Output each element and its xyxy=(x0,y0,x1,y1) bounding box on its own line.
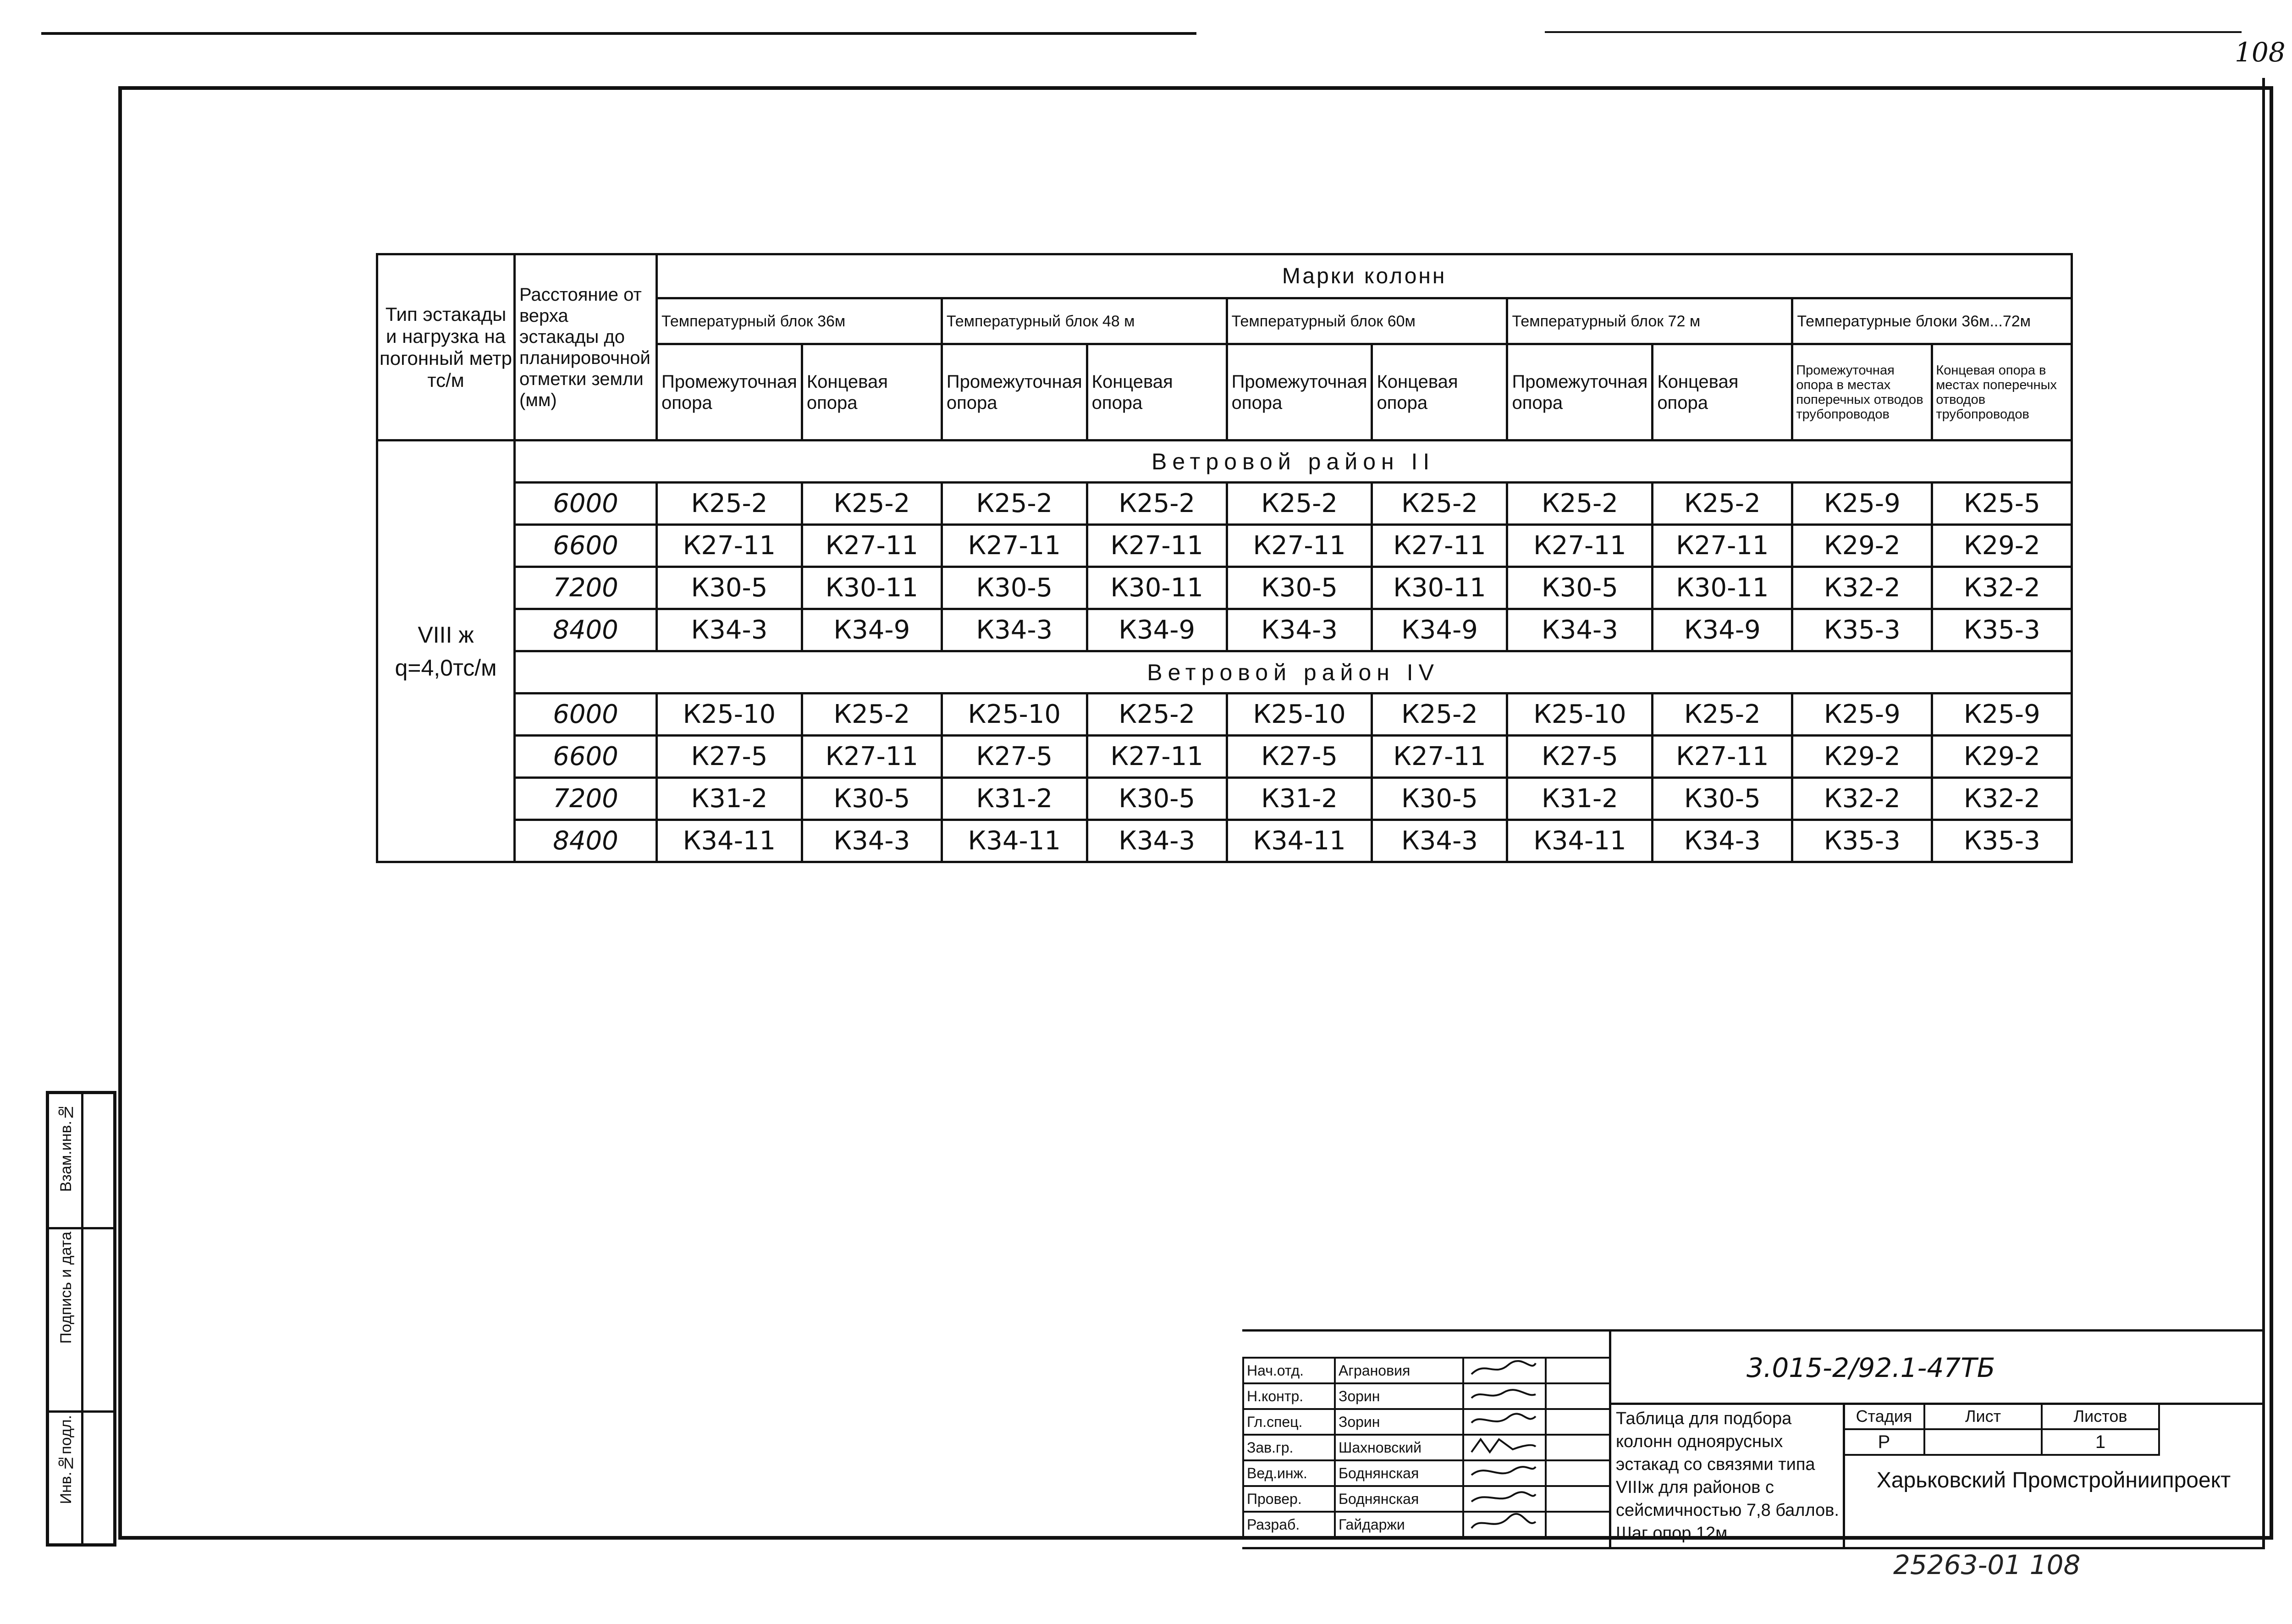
signature-cell xyxy=(1463,1435,1546,1460)
mark-cell: К34-9 xyxy=(1372,609,1507,651)
mark-cell: К34-11 xyxy=(1227,820,1372,862)
document-description: Таблица для подбора колонн одноярусных эстакад со связями типа VIIIж для районов с сейсмичностью 7,8 баллов. Шаг опор 12м. xyxy=(1616,1409,1839,1543)
mark-cell: К35-3 xyxy=(1932,820,2072,862)
header-block-36-72: Температурные блоки 36м...72м xyxy=(1792,298,2072,344)
mark-cell: К29-2 xyxy=(1932,525,2072,567)
header-support-end: Концевая опора xyxy=(1372,344,1507,440)
mark-cell: К34-11 xyxy=(942,820,1087,862)
header-support-end-branch: Концевая опора в местах поперечных отводов трубопроводов xyxy=(1932,344,2072,440)
mark-cell: К34-3 xyxy=(657,609,802,651)
header-block-60: Температурный блок 60м xyxy=(1227,298,1507,344)
mark-cell: К25-9 xyxy=(1792,483,1932,525)
side-stamp-divider xyxy=(49,1410,113,1413)
replacement-inventory-label: Взам.инв.№ xyxy=(57,1103,75,1192)
mark-cell: К31-2 xyxy=(942,778,1087,820)
archive-number: 25263-01 108 xyxy=(1893,1549,2081,1580)
mark-cell: К30-5 xyxy=(1507,567,1653,609)
title-block xyxy=(1242,1329,2264,1549)
name-cell: Зорин xyxy=(1335,1409,1463,1435)
mark-cell: К34-9 xyxy=(802,609,942,651)
mark-cell: К34-3 xyxy=(1227,609,1372,651)
distance-cell: 6000 xyxy=(515,694,657,736)
sheet-number: 108 xyxy=(2235,37,2286,68)
signature-mark xyxy=(1467,1410,1540,1430)
mark-cell: К27-5 xyxy=(657,736,802,778)
mark-cell: К35-3 xyxy=(1932,609,2072,651)
mark-cell: К30-11 xyxy=(1087,567,1227,609)
top-edge-line xyxy=(41,32,1196,35)
title-block-bottom-line xyxy=(1242,1547,2264,1549)
mark-cell: К27-5 xyxy=(1227,736,1372,778)
header-support-intermediate: Промежуточная опора xyxy=(1507,344,1653,440)
mark-cell: К34-9 xyxy=(1087,609,1227,651)
wind-region-title: Ветровой район IV xyxy=(515,651,2072,694)
mark-cell: К25-2 xyxy=(1372,483,1507,525)
mark-cell: К34-11 xyxy=(1507,820,1653,862)
mark-cell: К25-10 xyxy=(1227,694,1372,736)
mark-cell: К35-3 xyxy=(1792,609,1932,651)
mark-cell: К30-5 xyxy=(657,567,802,609)
signature-mark xyxy=(1467,1487,1540,1507)
mark-cell: К25-2 xyxy=(1087,483,1227,525)
signature-mark xyxy=(1467,1359,1540,1379)
mark-cell: К25-2 xyxy=(942,483,1087,525)
mark-cell: К25-2 xyxy=(802,483,942,525)
mark-cell: К25-10 xyxy=(657,694,802,736)
load-label: q=4,0тс/м xyxy=(395,655,497,681)
distance-cell: 8400 xyxy=(515,820,657,862)
signature-mark xyxy=(1467,1461,1540,1481)
mark-cell: К29-2 xyxy=(1792,525,1932,567)
date-cell xyxy=(1546,1460,1610,1486)
mark-cell: К25-10 xyxy=(1507,694,1653,736)
signature-table xyxy=(1242,1357,1611,1538)
top-edge-line-right xyxy=(1545,31,2242,33)
mark-cell: К27-11 xyxy=(1653,736,1792,778)
header-estacade-type: Тип эстакады и нагрузка на погонный метр тс/м xyxy=(377,254,515,440)
mark-cell: К30-5 xyxy=(1087,778,1227,820)
mark-cell: К34-3 xyxy=(802,820,942,862)
right-border-line xyxy=(2262,78,2265,1549)
side-stamp-divider xyxy=(49,1227,113,1229)
mark-cell: К25-2 xyxy=(1653,483,1792,525)
document-code: 3.015-2/92.1-47ТБ xyxy=(1747,1352,1995,1383)
date-cell xyxy=(1546,1512,1610,1537)
mark-cell: К27-11 xyxy=(1653,525,1792,567)
mark-cell: К34-3 xyxy=(942,609,1087,651)
distance-cell: 7200 xyxy=(515,778,657,820)
signature-mark xyxy=(1467,1436,1540,1456)
mark-cell: К30-11 xyxy=(1653,567,1792,609)
role-cell: Вед.инж. xyxy=(1243,1460,1335,1486)
date-cell xyxy=(1546,1435,1610,1460)
date-cell xyxy=(1546,1358,1610,1383)
name-cell: Боднянская xyxy=(1335,1460,1463,1486)
mark-cell: К30-5 xyxy=(942,567,1087,609)
mark-cell: К34-9 xyxy=(1653,609,1792,651)
mark-cell: К25-5 xyxy=(1932,483,2072,525)
role-cell: Нач.отд. xyxy=(1243,1358,1335,1383)
mark-cell: К27-11 xyxy=(802,525,942,567)
header-support-intermediate-branch: Промежуточная опора в местах поперечных отводов трубопроводов xyxy=(1792,344,1932,440)
header-support-end: Концевая опора xyxy=(1087,344,1227,440)
mark-cell: К27-11 xyxy=(1372,525,1507,567)
mark-cell: К25-9 xyxy=(1792,694,1932,736)
role-cell: Провер. xyxy=(1243,1486,1335,1512)
title-block-divider xyxy=(1609,1329,1611,1549)
mark-cell: К30-5 xyxy=(1653,778,1792,820)
mark-cell: К29-2 xyxy=(1792,736,1932,778)
estacade-type-cell xyxy=(377,440,515,862)
signature-mark xyxy=(1467,1384,1540,1404)
mark-cell: К25-2 xyxy=(1227,483,1372,525)
signature-cell xyxy=(1463,1486,1546,1512)
mark-cell: К27-5 xyxy=(1507,736,1653,778)
mark-cell: К27-5 xyxy=(942,736,1087,778)
header-support-intermediate: Промежуточная опора xyxy=(1227,344,1372,440)
mark-cell: К25-2 xyxy=(1507,483,1653,525)
header-block-36: Температурный блок 36м xyxy=(657,298,942,344)
mark-cell: К30-11 xyxy=(802,567,942,609)
mark-cell: К25-10 xyxy=(942,694,1087,736)
mark-cell: К27-11 xyxy=(1087,736,1227,778)
mark-cell: К30-11 xyxy=(1372,567,1507,609)
signature-mark xyxy=(1467,1513,1540,1533)
inventory-number-label: Инв.№подл. xyxy=(57,1415,75,1504)
mark-cell: К34-3 xyxy=(1653,820,1792,862)
mark-cell: К25-2 xyxy=(802,694,942,736)
name-cell: Зорин xyxy=(1335,1383,1463,1409)
header-column-marks: Марки колонн xyxy=(657,254,2072,298)
mark-cell: К27-11 xyxy=(942,525,1087,567)
name-cell: Гайдаржи xyxy=(1335,1512,1463,1537)
mark-cell: К34-11 xyxy=(657,820,802,862)
mark-cell: К25-9 xyxy=(1932,694,2072,736)
sheet-value xyxy=(1924,1429,2042,1455)
header-block-48: Температурный блок 48 м xyxy=(942,298,1227,344)
column-marks-table xyxy=(376,253,2073,863)
role-cell: Разраб. xyxy=(1243,1512,1335,1537)
header-support-end: Концевая опора xyxy=(802,344,942,440)
distance-cell: 6600 xyxy=(515,525,657,567)
distance-cell: 7200 xyxy=(515,567,657,609)
mark-cell: К32-2 xyxy=(1792,778,1932,820)
sheet-label: Лист xyxy=(1924,1404,2042,1429)
side-stamp-divider xyxy=(81,1094,83,1543)
distance-cell: 6600 xyxy=(515,736,657,778)
mark-cell: К35-3 xyxy=(1792,820,1932,862)
mark-cell: К31-2 xyxy=(1507,778,1653,820)
mark-cell: К32-2 xyxy=(1792,567,1932,609)
wind-region-title: Ветровой район II xyxy=(515,440,2072,483)
stage-label: Стадия xyxy=(1844,1404,1924,1429)
mark-cell: К25-2 xyxy=(1653,694,1792,736)
mark-cell: К27-11 xyxy=(802,736,942,778)
signature-cell xyxy=(1463,1409,1546,1435)
header-support-intermediate: Промежуточная опора xyxy=(657,344,802,440)
role-cell: Зав.гр. xyxy=(1243,1435,1335,1460)
mark-cell: К32-2 xyxy=(1932,778,2072,820)
type-label: VIII ж xyxy=(418,622,474,648)
signature-cell xyxy=(1463,1383,1546,1409)
mark-cell: К31-2 xyxy=(1227,778,1372,820)
sheets-value: 1 xyxy=(2042,1429,2159,1455)
mark-cell: К27-11 xyxy=(1087,525,1227,567)
name-cell: Аграновия xyxy=(1335,1358,1463,1383)
mark-cell: К27-11 xyxy=(1372,736,1507,778)
distance-cell: 8400 xyxy=(515,609,657,651)
mark-cell: К30-5 xyxy=(1372,778,1507,820)
date-cell xyxy=(1546,1409,1610,1435)
mark-cell: К30-5 xyxy=(802,778,942,820)
mark-cell: К25-2 xyxy=(1372,694,1507,736)
signature-cell xyxy=(1463,1460,1546,1486)
mark-cell: К30-5 xyxy=(1227,567,1372,609)
signature-date-label: Подпись и дата xyxy=(57,1232,75,1344)
name-cell: Шахновский xyxy=(1335,1435,1463,1460)
role-cell: Гл.спец. xyxy=(1243,1409,1335,1435)
mark-cell: К32-2 xyxy=(1932,567,2072,609)
stage-table xyxy=(1843,1403,2160,1456)
title-block-top-line xyxy=(1242,1329,2264,1332)
signature-cell xyxy=(1463,1512,1546,1537)
mark-cell: К34-3 xyxy=(1087,820,1227,862)
mark-cell: К34-3 xyxy=(1507,609,1653,651)
signature-cell xyxy=(1463,1358,1546,1383)
mark-cell: К25-2 xyxy=(657,483,802,525)
header-block-72: Температурный блок 72 м xyxy=(1507,298,1792,344)
mark-cell: К29-2 xyxy=(1932,736,2072,778)
name-cell: Боднянская xyxy=(1335,1486,1463,1512)
stage-value: Р xyxy=(1844,1429,1924,1455)
date-cell xyxy=(1546,1383,1610,1409)
header-distance: Расстояние от верха эстакады до планировочной отметки земли (мм) xyxy=(515,254,657,440)
header-support-intermediate: Промежуточная опора xyxy=(942,344,1087,440)
mark-cell: К27-11 xyxy=(1227,525,1372,567)
mark-cell: К27-11 xyxy=(657,525,802,567)
side-stamp xyxy=(46,1091,116,1547)
organization-name: Харьковский Промстройниипроект xyxy=(1876,1468,2231,1492)
header-support-end: Концевая опора xyxy=(1653,344,1792,440)
date-cell xyxy=(1546,1486,1610,1512)
mark-cell: К31-2 xyxy=(657,778,802,820)
mark-cell: К25-2 xyxy=(1087,694,1227,736)
mark-cell: К27-11 xyxy=(1507,525,1653,567)
mark-cell: К34-3 xyxy=(1372,820,1507,862)
sheets-label: Листов xyxy=(2042,1404,2159,1429)
distance-cell: 6000 xyxy=(515,483,657,525)
role-cell: Н.контр. xyxy=(1243,1383,1335,1409)
